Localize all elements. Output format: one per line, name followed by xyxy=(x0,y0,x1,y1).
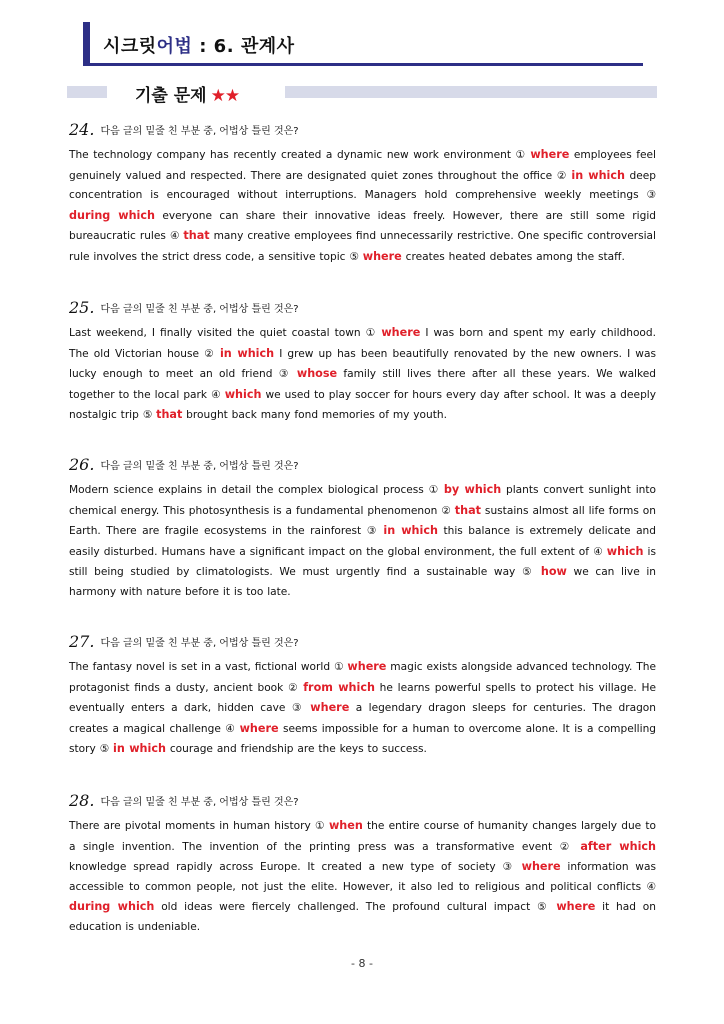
passage-text: the entire course of humanity changes largely due to a single invention. The invention of the printing press was a transformative event xyxy=(69,820,657,853)
passage-text xyxy=(515,861,522,873)
passage-text: everyone can share their innovative ideas freely. However, there are still some rigid bureaucratic rules xyxy=(69,209,656,243)
choice-marker: ② xyxy=(559,840,573,853)
highlighted-phrase: where xyxy=(310,701,350,715)
section-title xyxy=(135,81,239,106)
passage-text: deep concentration is encouraged without interruptions. Managers hold comprehensive weekly meetings xyxy=(69,169,656,202)
question-passage xyxy=(69,145,656,268)
passage-text: courage and friendship are the keys to success. xyxy=(165,743,427,756)
highlighted-phrase: where xyxy=(530,148,570,161)
highlighted-phrase: in which xyxy=(571,168,625,182)
passage-text: The fantasy novel is set in a vast, fictional world xyxy=(69,661,334,673)
passage-text: we used to play soccer for hours every day after school. It was a deeply nostalgic trip xyxy=(69,388,657,422)
highlighted-phrase: in which xyxy=(383,524,438,538)
choice-marker: ① xyxy=(515,149,526,161)
choice-marker: ② xyxy=(204,347,215,360)
question-passage xyxy=(69,816,656,938)
highlighted-phrase: where xyxy=(556,900,596,914)
passage-text: I was born and spent my early childhood. The old Victorian house xyxy=(69,327,657,360)
passage-text: Last weekend, I finally visited the quiet coastal town xyxy=(69,327,366,339)
highlighted-phrase: by which xyxy=(443,483,502,496)
choice-marker: ③ xyxy=(502,861,515,874)
choice-marker: ③ xyxy=(291,702,304,715)
passage-text: seems impossible for a human to overcome alone. It is a compelling story xyxy=(69,722,657,756)
section-banner xyxy=(67,83,657,106)
question-prompt: 다음 글의 밑줄 친 부분 중, 어법상 틀린 것은? xyxy=(100,638,299,649)
choice-marker: ① xyxy=(428,484,440,496)
passage-text: brought back many fond memories of my youth. xyxy=(182,409,447,422)
title-accent: 어법 xyxy=(156,36,193,57)
passage-text: old ideas were fiercely challenged. The profound cultural impact xyxy=(154,901,538,914)
choice-marker: ① xyxy=(314,820,325,832)
highlighted-phrase: whose xyxy=(296,367,338,381)
passage-text: it had on education is undeniable. xyxy=(69,901,656,933)
highlighted-phrase: which xyxy=(606,544,644,558)
question-prompt: 다음 글의 밑줄 친 부분 중, 어법상 틀린 것은? xyxy=(100,797,299,808)
highlighted-phrase: in which xyxy=(219,346,275,360)
question-passage xyxy=(69,323,656,426)
highlighted-phrase: that xyxy=(183,229,210,243)
passage-text: I grew up has been beautifully renovated by the new owners. I was lucky enough to meet an old friend xyxy=(69,347,656,381)
highlighted-phrase: where xyxy=(239,721,279,735)
title-part1: 시크릿 xyxy=(103,36,157,57)
chapter-title xyxy=(103,32,294,58)
choice-marker: ⑤ xyxy=(349,250,359,263)
choice-marker: ④ xyxy=(225,722,236,735)
choice-marker: ② xyxy=(441,504,451,517)
passage-text: information was accessible to common people, not just the elite. However, it also led to religious and political conflicts xyxy=(69,861,656,893)
question-passage xyxy=(69,657,656,760)
question-26 xyxy=(69,454,656,603)
difficulty-stars: ★★ xyxy=(210,86,240,106)
passage-text: a legendary dragon sleeps for centuries. The dragon creates a magical challenge xyxy=(69,702,656,735)
choice-marker: ⑤ xyxy=(521,566,535,579)
highlighted-phrase: when xyxy=(328,819,363,832)
passage-text: is still being studied by climatologists. We must urgently find a sustainable way xyxy=(69,545,656,579)
passage-text: he learns powerful spells to protect his village. He eventually enters a dark, hidden cave xyxy=(69,681,656,715)
chapter-header xyxy=(83,22,643,66)
passage-text: The technology company has recently created a dynamic new work environment xyxy=(69,149,516,161)
choice-marker: ④ xyxy=(593,545,603,558)
passage-text: this balance is extremely delicate and easily disturbed. Humans have a significant impact on the global environment, the full extent of xyxy=(69,525,656,558)
passage-text: employees feel genuinely valued and respected. There are designated quiet zones throughout the office xyxy=(69,149,656,182)
question-number: 26. xyxy=(69,455,95,474)
question-prompt: 다음 글의 밑줄 친 부분 중, 어법상 틀린 것은? xyxy=(100,304,299,315)
section-title-text: 기출 문제 xyxy=(135,86,207,106)
choice-marker: ② xyxy=(556,169,567,182)
page-number: - 8 - xyxy=(351,957,373,970)
question-passage xyxy=(69,480,656,603)
choice-marker: ③ xyxy=(646,189,656,202)
title-part2: : 6. 관계사 xyxy=(192,36,295,57)
choice-marker: ① xyxy=(333,661,344,673)
passage-text: we can live in harmony with nature before it is too late. xyxy=(69,566,657,598)
question-28 xyxy=(69,790,656,938)
question-number: 25. xyxy=(69,298,95,317)
highlighted-phrase: in which xyxy=(113,742,166,756)
passage-text: family still lives there after all these years. We walked together to the local park xyxy=(69,368,657,401)
passage-text: Modern science explains in detail the complex biological process xyxy=(69,484,429,496)
choice-marker: ⑤ xyxy=(99,743,110,756)
choice-marker: ② xyxy=(288,681,299,694)
section-rule-right xyxy=(285,86,657,98)
passage-text xyxy=(534,566,541,578)
highlighted-phrase: where xyxy=(521,860,561,874)
passage-text: knowledge spread rapidly across Europe. It created a new type of society xyxy=(69,861,503,874)
question-prompt: 다음 글의 밑줄 친 부분 중, 어법상 틀린 것은? xyxy=(100,126,299,137)
question-prompt: 다음 글의 밑줄 친 부분 중, 어법상 틀린 것은? xyxy=(100,461,299,472)
passage-text: many creative employees find unnecessarily restrictive. One specific controversial rule involves the strict dress code, a sensitive topic xyxy=(69,230,656,263)
question-number: 24. xyxy=(69,120,95,139)
highlighted-phrase: that xyxy=(454,503,481,517)
passage-text: creates heated debates among the staff. xyxy=(401,250,625,263)
choice-marker: ③ xyxy=(278,368,291,381)
passage-text: plants convert sunlight into chemical energy. This photosynthesis is a fundamental phenomenon xyxy=(69,484,656,517)
choice-marker: ④ xyxy=(646,880,656,893)
passage-text: sustains almost all life forms on Earth. There are fragile ecosystems in the rainforest xyxy=(69,504,657,538)
highlighted-phrase: during which xyxy=(69,208,155,222)
passage-text: There are pivotal moments in human history xyxy=(69,820,315,832)
choice-marker: ① xyxy=(365,327,377,339)
highlighted-phrase: that xyxy=(156,408,183,422)
question-number: 27. xyxy=(69,632,95,651)
header-underline xyxy=(83,63,643,66)
highlighted-phrase: during which xyxy=(69,900,155,914)
question-number: 28. xyxy=(69,791,95,810)
question-24 xyxy=(69,119,656,268)
choice-marker: ④ xyxy=(169,230,180,243)
choice-marker: ⑤ xyxy=(537,901,550,914)
choice-marker: ③ xyxy=(366,525,378,538)
highlighted-phrase: where xyxy=(347,660,387,673)
question-25 xyxy=(69,297,656,426)
passage-text: magic exists alongside advanced technology. The protagonist finds a dusty, ancient book xyxy=(69,661,657,694)
highlighted-phrase: which xyxy=(224,387,262,401)
highlighted-phrase: where xyxy=(362,249,402,263)
question-27 xyxy=(69,631,656,760)
highlighted-phrase: after which xyxy=(580,839,657,853)
choice-marker: ⑤ xyxy=(142,409,153,422)
highlighted-phrase: where xyxy=(381,326,421,339)
choice-marker: ④ xyxy=(211,388,221,401)
header-accent-bar xyxy=(83,22,90,64)
highlighted-phrase: from which xyxy=(303,680,375,694)
section-rule-left xyxy=(67,86,107,98)
highlighted-phrase: how xyxy=(540,565,567,579)
